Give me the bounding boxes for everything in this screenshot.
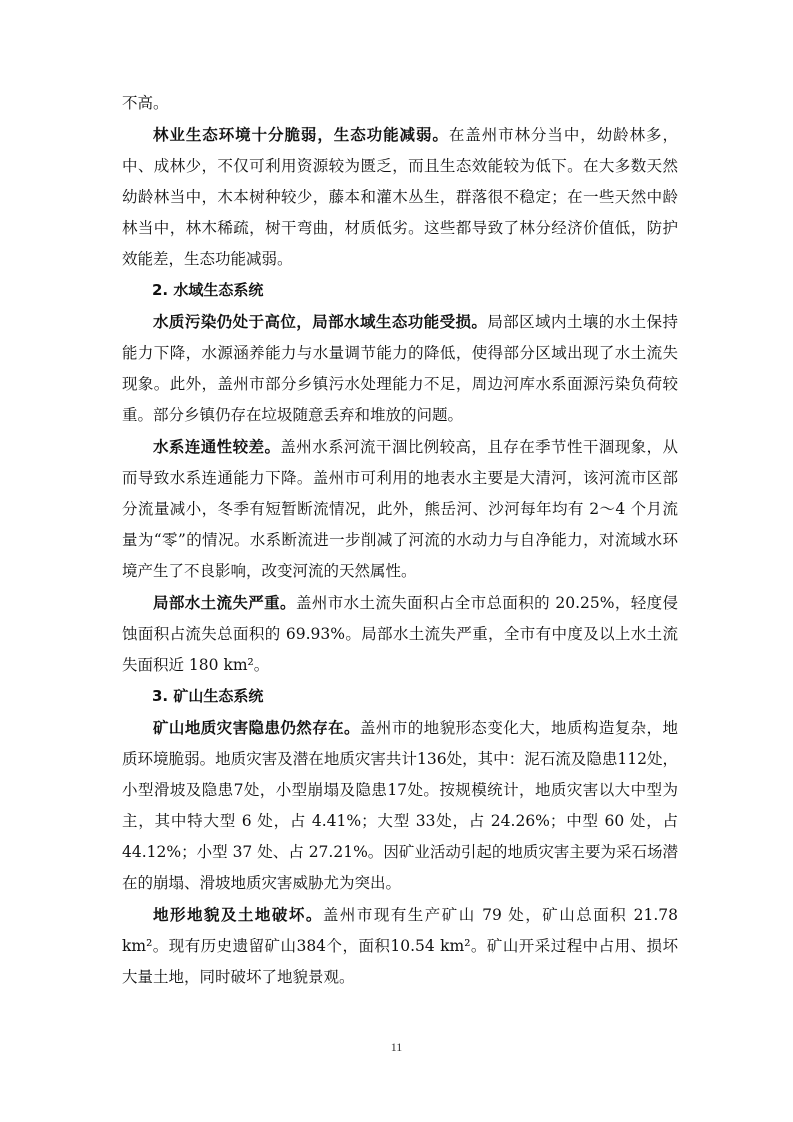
- paragraph-forestry: [122, 119, 678, 275]
- paragraph-water-connectivity: [122, 431, 678, 587]
- paragraph-text: 局部区域内土壤的水土保持能力下降，水源涵养能力与水量调节能力的降低，使得部分区域出现了水土流失现象。此外，盖州市部分乡镇污水处理能力不足，周边河库水系面源污染负荷较重。部分乡镇仍存在垃圾随意丢弃和堆放的问题。: [122, 313, 678, 424]
- paragraph-continuation: [122, 88, 678, 119]
- paragraph-lead: 林业生态环境十分脆弱，生态功能减弱。: [153, 125, 449, 144]
- paragraph-geological-hazards: [122, 712, 678, 899]
- paragraph-lead: 水质污染仍处于高位，局部水域生态功能受损。: [153, 312, 488, 331]
- paragraph-text: 盖州水系河流干涸比例较高，且存在季节性干涸现象，从而导致水系连通能力下降。盖州市可利用的地表水主要是大清河，该河流市区部分流量减小，冬季有短暂断流情况，此外，熊岳河、沙河每年均有 2～4 个月流量为“零”的情况。水系断流进一步削减了河流的水动力与自净能力，对流域水环境产生了不良影响，改变河流的天然属性。: [122, 438, 678, 580]
- paragraph-land-damage: [122, 899, 678, 993]
- paragraph-lead: 水系连通性较差。: [153, 437, 281, 456]
- paragraph-text: 不高。: [122, 94, 169, 112]
- section-heading-mining: 3. 矿山生态系统: [152, 687, 264, 705]
- paragraph-text: 盖州市现有生产矿山 79 处，矿山总面积 21.78 km²。现有历史遗留矿山384个，面积10.54 km²。矿山开采过程中占用、损坏大量土地，同时破坏了地貌景观。: [122, 906, 678, 986]
- page-number: 11: [390, 1040, 403, 1054]
- paragraph-text: 盖州市的地貌形态变化大，地质构造复杂，地质环境脆弱。地质灾害及潜在地质灾害共计136处，其中：泥石流及隐患112处，小型滑坡及隐患7处，小型崩塌及隐患17处。按规模统计，地质灾害以大中型为主，其中特大型 6 处，占 4.41%；大型 33处，占 24.26%；中型 60 处，占 44.12%；小型 37 处、占 27.21%。因矿业活动引起的地质灾害主要为采石场潜在的崩塌、滑坡地质灾害威胁尤为突出。: [122, 719, 678, 892]
- section-heading-water: 2. 水域生态系统: [152, 281, 264, 299]
- document-body: [122, 88, 678, 993]
- paragraph-soil-erosion: [122, 587, 678, 681]
- paragraph-water-pollution: [122, 306, 678, 431]
- paragraph-text: 盖州市水土流失面积占全市总面积的 20.25%，轻度侵蚀面积占流失总面积的 69.93%。局部水土流失严重，全市有中度及以上水土流失面积近 180 km²。: [122, 594, 678, 674]
- paragraph-lead: 地形地貌及土地破坏。: [153, 905, 323, 924]
- paragraph-lead: 局部水土流失严重。: [153, 593, 296, 612]
- paragraph-text: 在盖州市林分当中，幼龄林多，中、成林少，不仅可利用资源较为匮乏，而且生态效能较为低下。在大多数天然幼龄林当中，木本树种较少，藤本和灌木丛生，群落很不稳定；在一些天然中龄林当中，林木稀疏，树干弯曲，材质低劣。这些都导致了林分经济价值低，防护效能差，生态功能减弱。: [122, 126, 678, 268]
- paragraph-lead: 矿山地质灾害隐患仍然存在。: [153, 718, 360, 737]
